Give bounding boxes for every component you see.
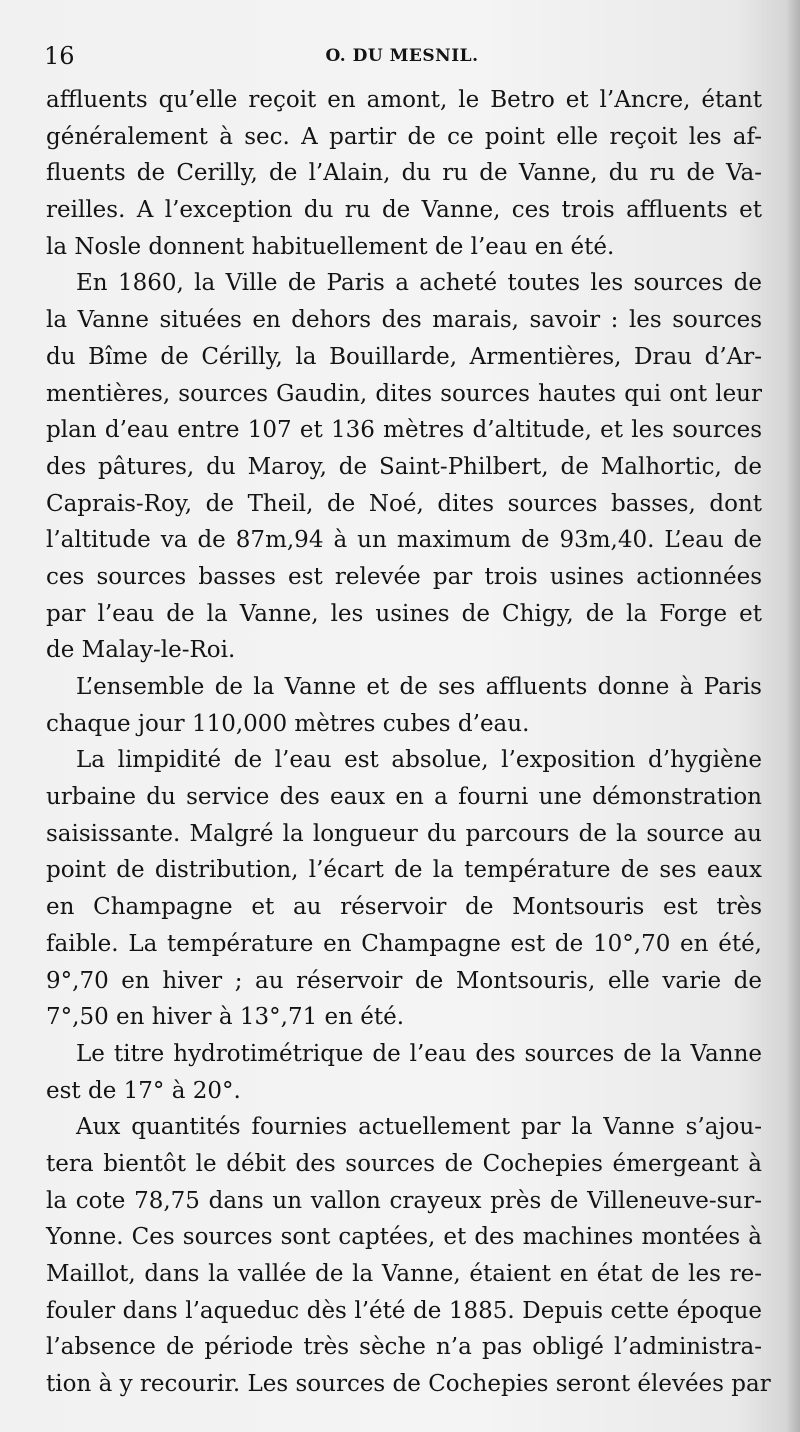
text-line: Maillot, dans la vallée de la Vanne, étaient en état de les re- bbox=[46, 1261, 762, 1287]
running-title: O. DU MESNIL. bbox=[325, 46, 479, 66]
text-line: la Vanne situées en dehors des marais, savoir : les sources bbox=[46, 307, 762, 334]
text-line: l’altitude va de 87m,94 à un maximum de 93m,40. L’eau de bbox=[46, 527, 762, 554]
text-line: la Nosle donnent habituellement de l’eau en été. bbox=[46, 233, 615, 260]
text-line: 9°,70 en hiver ; au réservoir de Montsouris, elle varie de bbox=[46, 967, 762, 994]
text-line: ces sources basses est relevée par trois usines actionnées bbox=[46, 563, 762, 590]
text-line: généralement à sec. A partir de ce point elle reçoit les af- bbox=[46, 123, 762, 150]
text-line: faible. La température en Champagne est de 10°,70 en été, bbox=[46, 930, 762, 957]
text-line: plan d’eau entre 107 et 136 mètres d’altitude, et les sources bbox=[46, 417, 762, 444]
text-line: la cote 78,75 dans un vallon crayeux près de Villeneuve-sur- bbox=[46, 1187, 762, 1214]
text-line: tion à y recourir. Les sources de Cochepies seront élevées par bbox=[46, 1371, 771, 1398]
text-line: mentières, sources Gaudin, dites sources hautes qui ont leur bbox=[46, 380, 762, 407]
text-line: tera bientôt le débit des sources de Cochepies émergeant à bbox=[46, 1150, 762, 1177]
text-line: du Bîme de Cérilly, la Bouillarde, Armentières, Drau d’Ar- bbox=[46, 343, 762, 370]
body-text bbox=[46, 82, 771, 1403]
text-line: En 1860, la Ville de Paris a acheté toutes les sources de bbox=[76, 270, 762, 297]
text-line: point de distribution, l’écart de la température de ses eaux bbox=[46, 857, 762, 884]
text-line: La limpidité de l’eau est absolue, l’exposition d’hygiène bbox=[76, 747, 762, 774]
text-line: Aux quantités fournies actuellement par la Vanne s’ajou- bbox=[76, 1114, 762, 1141]
text-line: affluents qu’elle reçoit en amont, le Betro et l’Ancre, étant bbox=[46, 87, 762, 113]
text-line: fluents de Cerilly, de l’Alain, du ru de Vanne, du ru de Va- bbox=[46, 160, 762, 187]
text-line: Caprais-Roy, de Theil, de Noé, dites sources basses, dont bbox=[46, 490, 762, 517]
text-line: chaque jour 110,000 mètres cubes d’eau. bbox=[46, 710, 530, 737]
text-line: en Champagne et au réservoir de Montsouris est très bbox=[46, 894, 762, 921]
text-line: Yonne. Ces sources sont captées, et des machines montées à bbox=[46, 1224, 762, 1251]
text-line: urbaine du service des eaux en a fourni une démonstration bbox=[46, 784, 762, 811]
text-line: l’absence de période très sèche n’a pas obligé l’administra- bbox=[46, 1334, 762, 1361]
text-line: de Malay-le-Roi. bbox=[46, 637, 236, 664]
text-line: L’ensemble de la Vanne et de ses affluents donne à Paris bbox=[76, 674, 762, 700]
text-line: reilles. A l’exception du ru de Vanne, ces trois affluents et bbox=[46, 197, 762, 224]
text-line: saisissante. Malgré la longueur du parcours de la source au bbox=[46, 820, 762, 847]
text-line: par l’eau de la Vanne, les usines de Chigy, de la Forge et bbox=[46, 600, 762, 627]
page-number: 16 bbox=[44, 42, 75, 70]
text-line: fouler dans l’aqueduc dès l’été de 1885. Depuis cette époque bbox=[46, 1297, 762, 1324]
page-edge-shadow bbox=[786, 0, 800, 1432]
text-line: 7°,50 en hiver à 13°,71 en été. bbox=[46, 1004, 405, 1031]
running-head bbox=[44, 40, 760, 76]
text-line: des pâtures, du Maroy, de Saint-Philbert, de Malhortic, de bbox=[46, 453, 762, 480]
text-line: est de 17° à 20°. bbox=[46, 1077, 241, 1104]
text-line: Le titre hydrotimétrique de l’eau des sources de la Vanne bbox=[76, 1040, 762, 1067]
